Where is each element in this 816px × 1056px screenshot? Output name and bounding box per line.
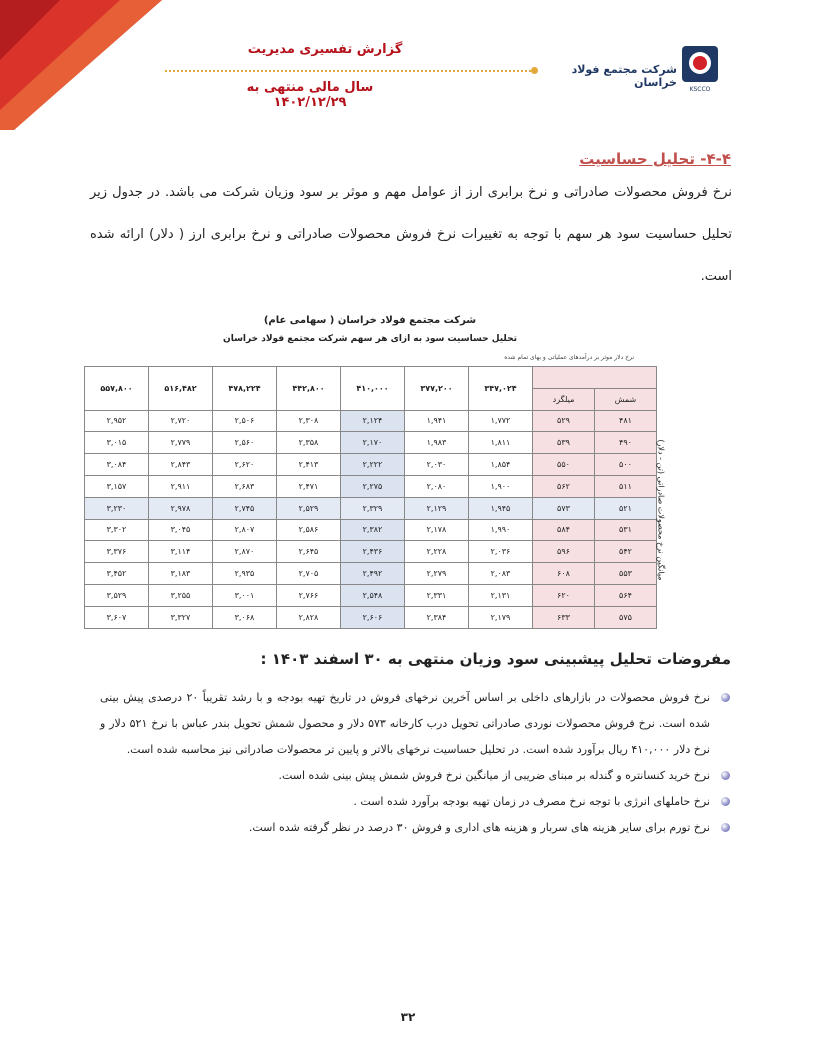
eps-value: ۲,۵۲۹ xyxy=(277,497,341,519)
eps-value: ۲,۷۶۶ xyxy=(277,584,341,606)
fx-rate-header: ۴۴۲,۸۰۰ xyxy=(277,367,341,411)
eps-value: ۲,۹۱۱ xyxy=(149,475,213,497)
table-row xyxy=(85,475,657,497)
milgerd-price: ۵۵۰ xyxy=(533,454,595,476)
eps-value: ۲,۱۷۹ xyxy=(469,606,533,628)
assumption-item xyxy=(100,685,710,763)
section-paragraph: نرخ فروش محصولات صادراتی و نرخ برابری ارز از عوامل مهم و موثر بر سود وزیان شرکت می باشد. در جدول زیر تحلیل حساسیت سود هر سهم با توجه به تغییرات نرخ فروش محصولات صادراتی و نرخ برابری ارز ( دلار) ارائه شده است. xyxy=(90,185,732,284)
shamsh-price: ۵۱۱ xyxy=(595,475,657,497)
table-row xyxy=(85,563,657,585)
eps-value: ۳,۰۱۵ xyxy=(85,432,149,454)
eps-value: ۳,۲۵۵ xyxy=(149,584,213,606)
eps-value: ۲,۸۰۷ xyxy=(213,519,277,541)
eps-value: ۳,۳۷۶ xyxy=(85,541,149,563)
eps-value: ۲,۷۴۵ xyxy=(213,497,277,519)
sensitivity-table xyxy=(84,366,657,629)
eps-value: ۲,۲۷۹ xyxy=(405,563,469,585)
assumption-text: نرخ حاملهای انرژی با توجه نرخ مصرف در زمان تهیه بودجه برآورد شده است . xyxy=(353,795,710,808)
bullet-icon xyxy=(721,693,730,702)
fx-rate-header: ۴۱۰,۰۰۰ xyxy=(341,367,405,411)
eps-value: ۳,۰۶۸ xyxy=(213,606,277,628)
table-row xyxy=(85,432,657,454)
eps-value: ۱,۸۵۴ xyxy=(469,454,533,476)
eps-value: ۳,۰۸۴ xyxy=(85,454,149,476)
milgerd-price: ۵۳۹ xyxy=(533,432,595,454)
table-row xyxy=(85,497,657,519)
side-axis-label: میانگین نرخ محصولات صادراتی (تن - دلار) xyxy=(656,439,666,581)
eps-value: ۲,۷۷۹ xyxy=(149,432,213,454)
eps-value: ۲,۳۳۱ xyxy=(405,584,469,606)
milgerd-price: ۶۰۸ xyxy=(533,563,595,585)
eps-value: ۲,۳۸۴ xyxy=(405,606,469,628)
eps-value: ۲,۳۸۲ xyxy=(341,519,405,541)
eps-value: ۲,۱۳۱ xyxy=(469,584,533,606)
table-row xyxy=(85,519,657,541)
eps-value: ۱,۹۸۳ xyxy=(405,432,469,454)
logo-text: KSCCO xyxy=(689,86,711,93)
eps-value: ۲,۱۷۰ xyxy=(341,432,405,454)
milgerd-price: ۶۳۳ xyxy=(533,606,595,628)
eps-value: ۲,۵۸۶ xyxy=(277,519,341,541)
report-title: گزارش تفسیری مدیریت xyxy=(247,42,403,57)
assumption-item xyxy=(100,763,710,789)
shamsh-price: ۵۶۴ xyxy=(595,584,657,606)
bullet-icon xyxy=(721,771,730,780)
eps-value: ۲,۰۸۳ xyxy=(469,563,533,585)
fx-rate-header: ۳۴۷,۰۲۴ xyxy=(469,367,533,411)
eps-value: ۲,۹۳۵ xyxy=(213,563,277,585)
company-logo xyxy=(682,46,718,82)
eps-value: ۱,۹۰۰ xyxy=(469,475,533,497)
milgerd-price: ۵۶۲ xyxy=(533,475,595,497)
eps-value: ۲,۳۰۸ xyxy=(277,410,341,432)
eps-value: ۳,۱۱۴ xyxy=(149,541,213,563)
eps-value: ۳,۴۵۲ xyxy=(85,563,149,585)
assumption-item xyxy=(100,815,710,841)
eps-value: ۲,۴۷۱ xyxy=(277,475,341,497)
fx-rate-header: ۵۱۶,۴۸۲ xyxy=(149,367,213,411)
eps-value: ۳,۳۰۲ xyxy=(85,519,149,541)
milgerd-price: ۵۸۴ xyxy=(533,519,595,541)
eps-value: ۳,۶۰۷ xyxy=(85,606,149,628)
header-divider xyxy=(165,70,535,72)
eps-value: ۲,۵۰۶ xyxy=(213,410,277,432)
eps-value: ۳,۰۰۱ xyxy=(213,584,277,606)
shamsh-price: ۵۳۱ xyxy=(595,519,657,541)
assumption-text: نرخ خرید کنسانتره و گندله بر مبنای ضریبی از میانگین نرخ فروش شمش پیش بینی شده است. xyxy=(278,769,710,782)
milgerd-price: ۵۲۹ xyxy=(533,410,595,432)
eps-value: ۲,۱۲۴ xyxy=(341,410,405,432)
eps-value: ۱,۹۹۰ xyxy=(469,519,533,541)
milgerd-header: میلگرد xyxy=(533,388,595,410)
fx-rate-header: ۳۷۷,۲۰۰ xyxy=(405,367,469,411)
assumptions-list xyxy=(100,685,710,841)
table-row xyxy=(85,454,657,476)
eps-value: ۲,۸۷۰ xyxy=(213,541,277,563)
eps-value: ۲,۱۷۸ xyxy=(405,519,469,541)
eps-value: ۳,۳۲۷ xyxy=(149,606,213,628)
eps-value: ۳,۱۸۳ xyxy=(149,563,213,585)
shamsh-price: ۵۴۲ xyxy=(595,541,657,563)
table-title: شرکت مجتمع فولاد خراسان ( سهامی عام) xyxy=(263,315,477,326)
assumption-text: نرخ فروش محصولات در بازارهای داخلی بر اساس آخرین نرخهای فروش در تاریخ تهیه بودجه و با رشد تقریباً ۲۰ درصدی پیش بینی شده است. نرخ فروش محصولات نوردی صادراتی تحویل درب کارخانه ۵۷۳ دلار و محصول شمش تحویل بندر عباس با نرخ ۵۲۱ دلار و نرخ دلار ۴۱۰,۰۰۰ ریال برآورد شده است. در تحلیل حساسیت نرخهای بالاتر و پایین تر محصولات صادراتی نیز محاسبه شده است. xyxy=(100,691,711,756)
shamsh-price: ۴۸۱ xyxy=(595,410,657,432)
fx-rate-header: ۴۷۸,۲۲۴ xyxy=(213,367,277,411)
bullet-icon xyxy=(721,797,730,806)
milgerd-price: ۵۷۳ xyxy=(533,497,595,519)
eps-value: ۲,۷۲۰ xyxy=(149,410,213,432)
shamsh-price: ۵۷۵ xyxy=(595,606,657,628)
eps-value: ۲,۴۳۶ xyxy=(341,541,405,563)
bullet-icon xyxy=(721,823,730,832)
shamsh-price: ۴۹۰ xyxy=(595,432,657,454)
eps-value: ۱,۸۱۱ xyxy=(469,432,533,454)
eps-value: ۲,۳۵۸ xyxy=(277,432,341,454)
assumption-text: نرخ تورم برای سایر هزینه های سربار و هزینه های اداری و فروش ۳۰ درصد در نظر گرفته شده است. xyxy=(248,821,710,834)
table-row xyxy=(85,410,657,432)
eps-value: ۲,۴۱۳ xyxy=(277,454,341,476)
milgerd-price: ۶۲۰ xyxy=(533,584,595,606)
corner-decoration xyxy=(0,0,170,130)
eps-value: ۲,۷۰۵ xyxy=(277,563,341,585)
eps-value: ۱,۹۴۵ xyxy=(469,497,533,519)
shamsh-header: شمش xyxy=(595,388,657,410)
eps-value: ۲,۹۵۲ xyxy=(85,410,149,432)
table-row xyxy=(85,606,657,628)
eps-value: ۲,۹۷۸ xyxy=(149,497,213,519)
eps-value: ۲,۶۸۳ xyxy=(213,475,277,497)
assumptions-title: مفروضات تحلیل پیشبینی سود وزیان منتهی به ۳۰ اسفند ۱۴۰۳ : xyxy=(260,650,731,668)
eps-value: ۲,۵۴۸ xyxy=(341,584,405,606)
assumption-item xyxy=(100,789,710,815)
eps-value: ۲,۴۹۲ xyxy=(341,563,405,585)
shamsh-price: ۵۰۰ xyxy=(595,454,657,476)
eps-value: ۲,۵۶۰ xyxy=(213,432,277,454)
eps-value: ۲,۶۴۵ xyxy=(277,541,341,563)
eps-value: ۲,۳۲۹ xyxy=(341,497,405,519)
eps-value: ۲,۰۳۰ xyxy=(405,454,469,476)
company-name: شرکت مجتمع فولاد خراسان xyxy=(571,63,677,89)
eps-value: ۲,۶۲۰ xyxy=(213,454,277,476)
eps-value: ۲,۱۲۹ xyxy=(405,497,469,519)
eps-value: ۳,۵۲۹ xyxy=(85,584,149,606)
section-title: ۴-۴- تحلیل حساسیت xyxy=(579,150,731,168)
eps-value: ۲,۰۸۰ xyxy=(405,475,469,497)
eps-value: ۲,۰۳۶ xyxy=(469,541,533,563)
eps-value: ۱,۹۴۱ xyxy=(405,410,469,432)
eps-value: ۳,۰۴۵ xyxy=(149,519,213,541)
table-note: نرخ دلار موثر بر درآمدهای عملیاتی و بهای تمام شده xyxy=(504,354,634,361)
table-corner-cell xyxy=(533,367,657,389)
shamsh-price: ۵۲۱ xyxy=(595,497,657,519)
eps-value: ۲,۶۰۶ xyxy=(341,606,405,628)
eps-value: ۲,۸۲۸ xyxy=(277,606,341,628)
fiscal-period: سال مالی منتهی به ۱۴۰۲/۱۲/۲۹ xyxy=(246,80,374,110)
table-row xyxy=(85,541,657,563)
fx-rate-header: ۵۵۷,۸۰۰ xyxy=(85,367,149,411)
eps-value: ۱,۷۷۲ xyxy=(469,410,533,432)
eps-value: ۲,۸۴۳ xyxy=(149,454,213,476)
table-row xyxy=(85,584,657,606)
eps-value: ۳,۱۵۷ xyxy=(85,475,149,497)
eps-value: ۲,۲۲۲ xyxy=(341,454,405,476)
eps-value: ۳,۲۳۰ xyxy=(85,497,149,519)
milgerd-price: ۵۹۶ xyxy=(533,541,595,563)
eps-value: ۲,۲۷۵ xyxy=(341,475,405,497)
table-subtitle: تحلیل حساسیت سود به ازای هر سهم شرکت مجتمع فولاد خراسان xyxy=(223,334,517,344)
eps-value: ۲,۲۲۸ xyxy=(405,541,469,563)
shamsh-price: ۵۵۳ xyxy=(595,563,657,585)
fx-header-row xyxy=(85,367,657,389)
page-number: ۳۲ xyxy=(400,1010,416,1024)
